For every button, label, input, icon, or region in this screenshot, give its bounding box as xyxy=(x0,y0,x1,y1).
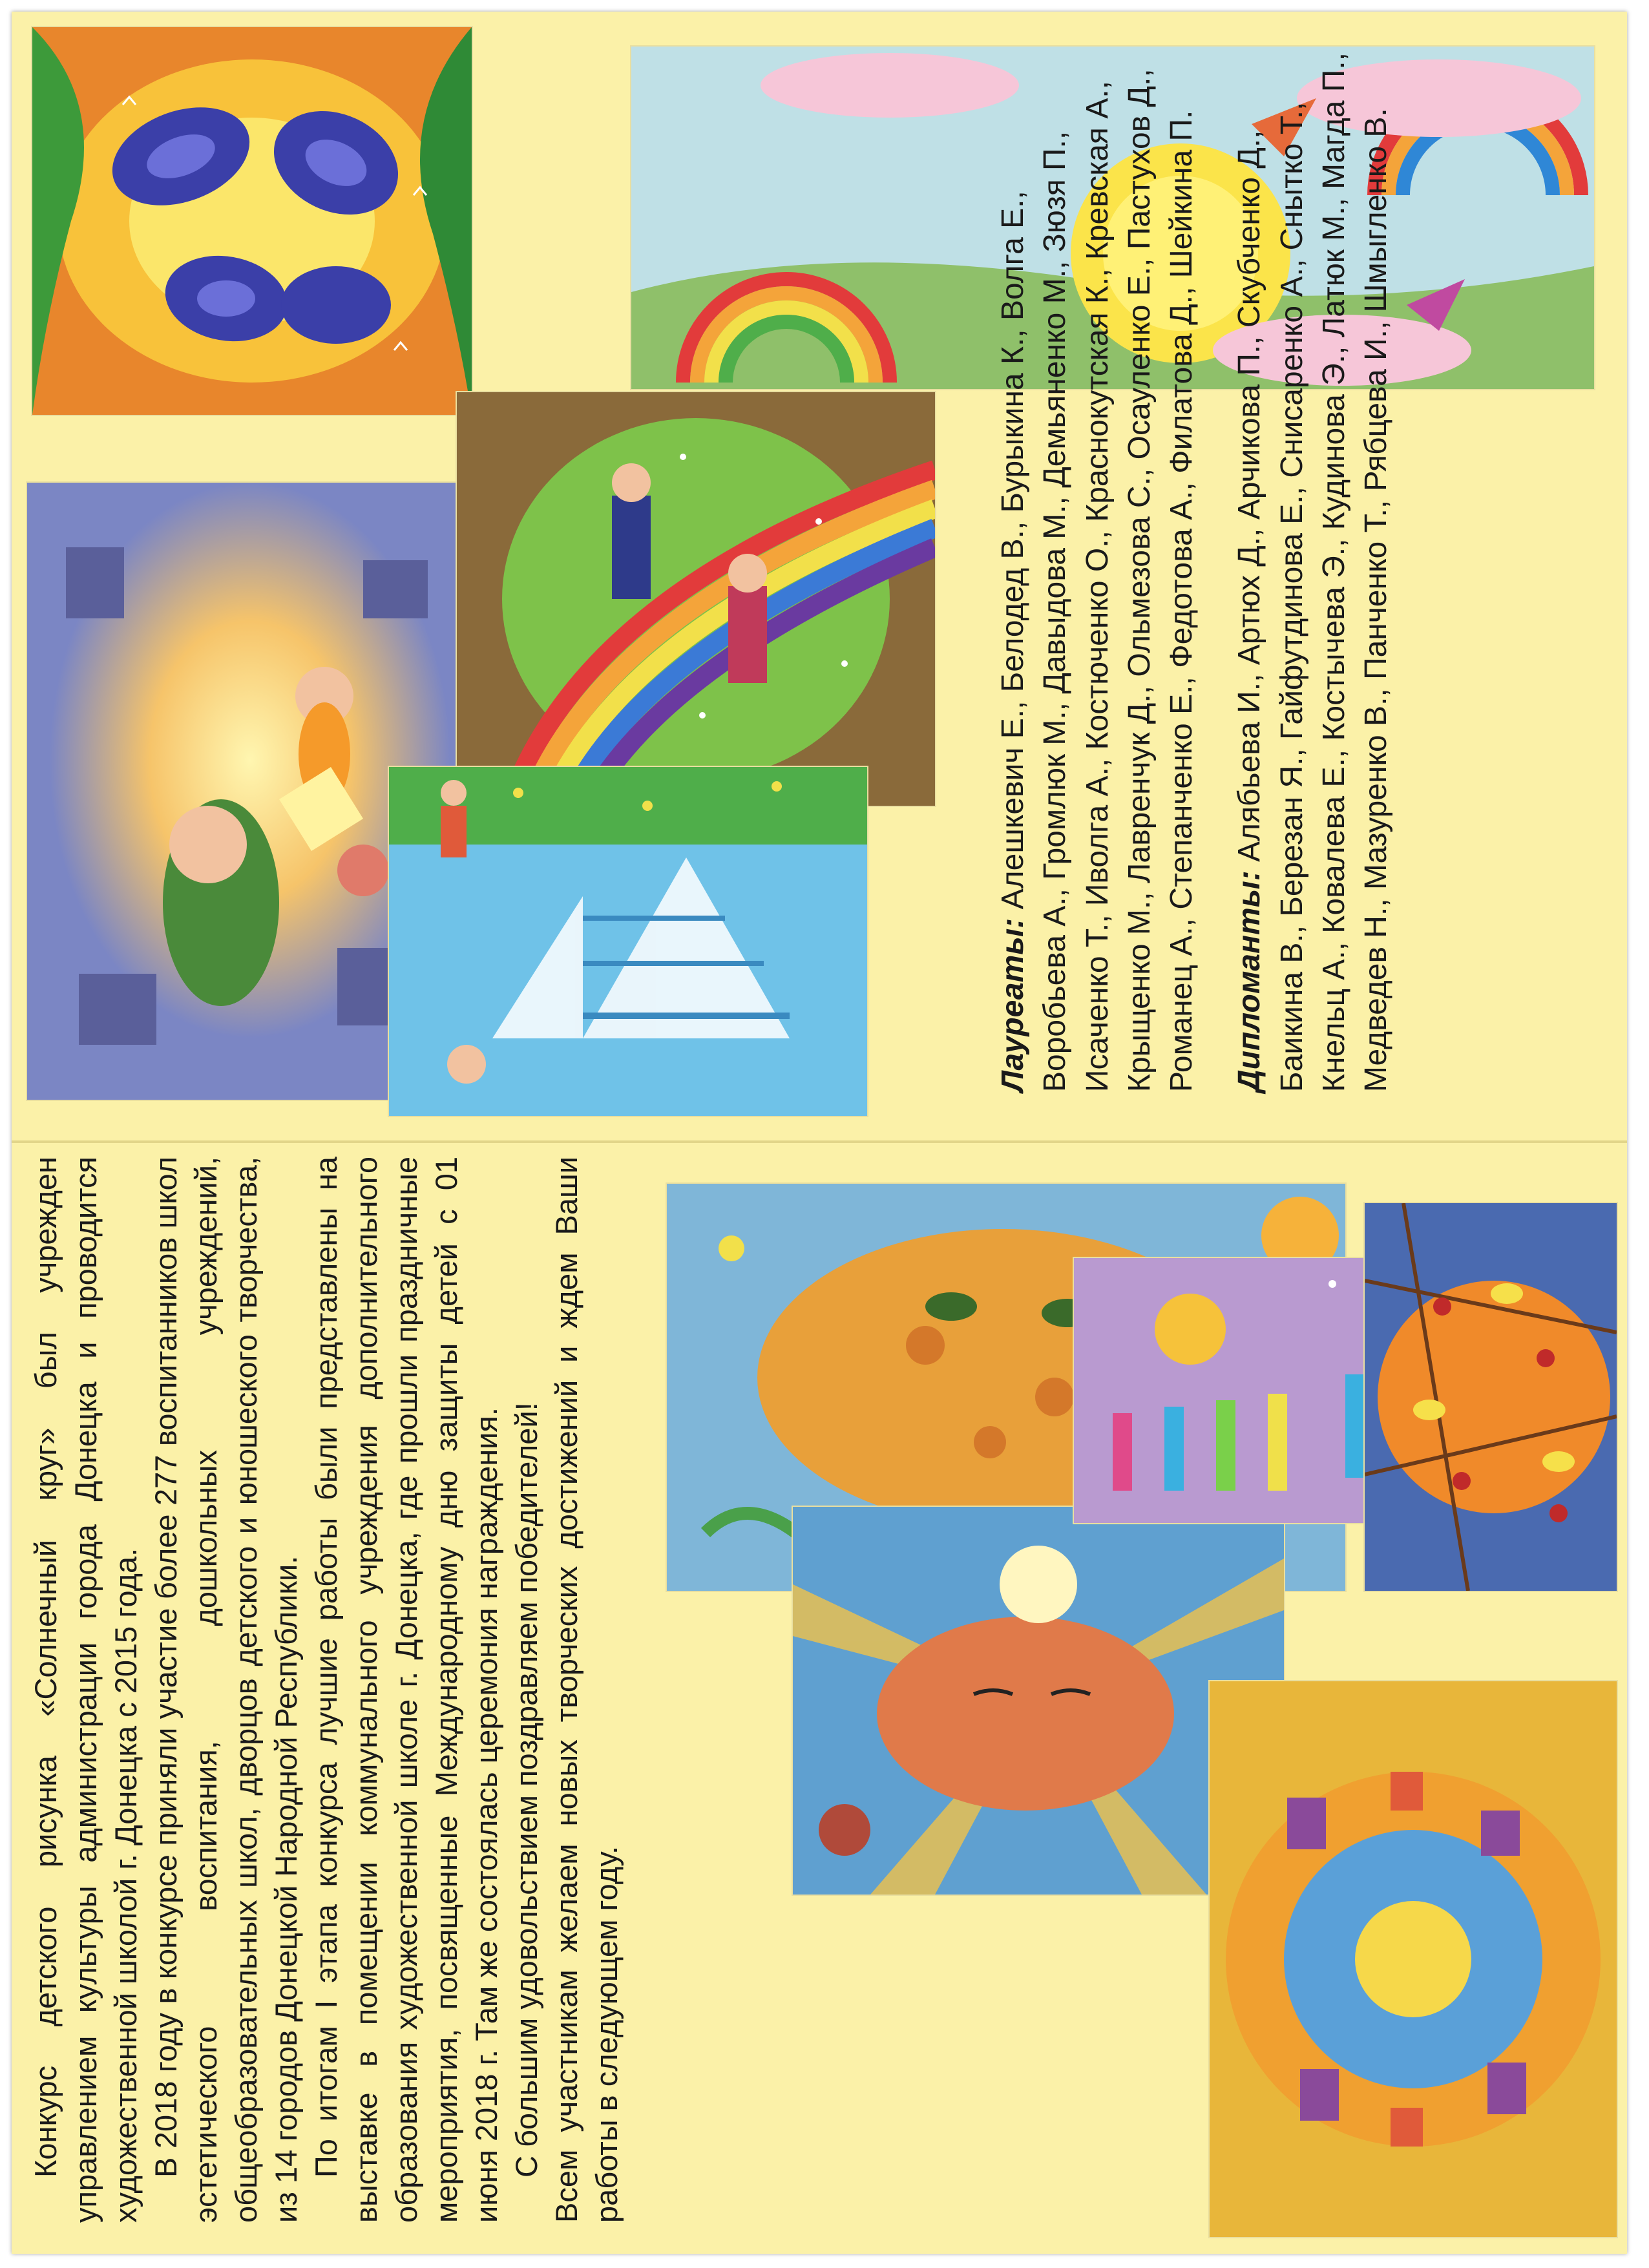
orange-sun-birds-painting xyxy=(1363,1202,1618,1592)
winners-list xyxy=(992,45,1423,1092)
diplomants-label: Дипломанты: xyxy=(1232,861,1267,1092)
intro-paragraph-2: В 2018 году в конкурсе приняли участие более 277 воспитанников школ эстетического воспитания, дошкольных учреждений, общеобразовательных школ, дворцов детского и юношеского творчества, из 14 городов Донецкой Народной Республики. xyxy=(149,1157,304,2223)
intro-text xyxy=(26,1157,627,2223)
sun-city-painting xyxy=(1208,1680,1618,2238)
sailboat-meadow-painting xyxy=(388,766,868,1117)
diplomants-names: Алябьева И., Артюх Д., Арчикова П., Скубченко Д., Баикина В., Березан Я., Гайфутдинова Е., Снисаренко А., Снытко Т., Кнельц А., Ковалева Е., Костычева Э., Кудинова Э., Латюк М., Магда П., Медведев Н., Мазуренко В., Панченко Т., Рябцева И., Шмыгленко В. xyxy=(1232,52,1394,1092)
intro-paragraph-5: Всем участникам желаем новых творческих достижений и ждем Ваши работы в следующем году. xyxy=(549,1157,624,2223)
intro-paragraph-4: С большим удовольствием поздравляем победителей! xyxy=(509,1402,544,2178)
laureates-group xyxy=(992,45,1203,1092)
fold-line xyxy=(12,1140,1627,1143)
intro-paragraph-1: Конкурс детского рисунка «Солнечный круг» был учрежден управлением культуры администрации города Донецка и проводится художественной школой г. Донецка с 2015 года. xyxy=(28,1157,143,2223)
laureates-label: Лауреаты: xyxy=(996,909,1030,1092)
laureates-names: Алешкевич Е., Белодед В., Бурыкина К., Волга Е., Воробьева А., Громлюк М., Давыдова М., Демьяненко М., Зюзя П., Исаченко Т., Иволга А., Костюченко О., Краснокутская К., Кревская А., Крыщенко М., Лавренчук Д., Ольмезова С., Осауленко Е., Пастухов Д., Романец А., Степанченко Е., Федотова А., Филатова Д., Шейкина П. xyxy=(996,68,1199,1092)
rainbow-dancers-painting xyxy=(456,391,936,807)
iris-flowers-painting xyxy=(31,26,473,416)
intro-paragraph-3: По итогам I этапа конкурса лучшие работы были представлены на выставке в помещении коммунального учреждения дополнительного образования художественной школе г. Донецка, где прошли праздничные мероприятия, посвященные Международному дню защиты детей с 01 июня 2018 г. Там же состоялась церемония награждения. xyxy=(309,1157,504,2223)
diplomants-group xyxy=(1228,45,1397,1092)
